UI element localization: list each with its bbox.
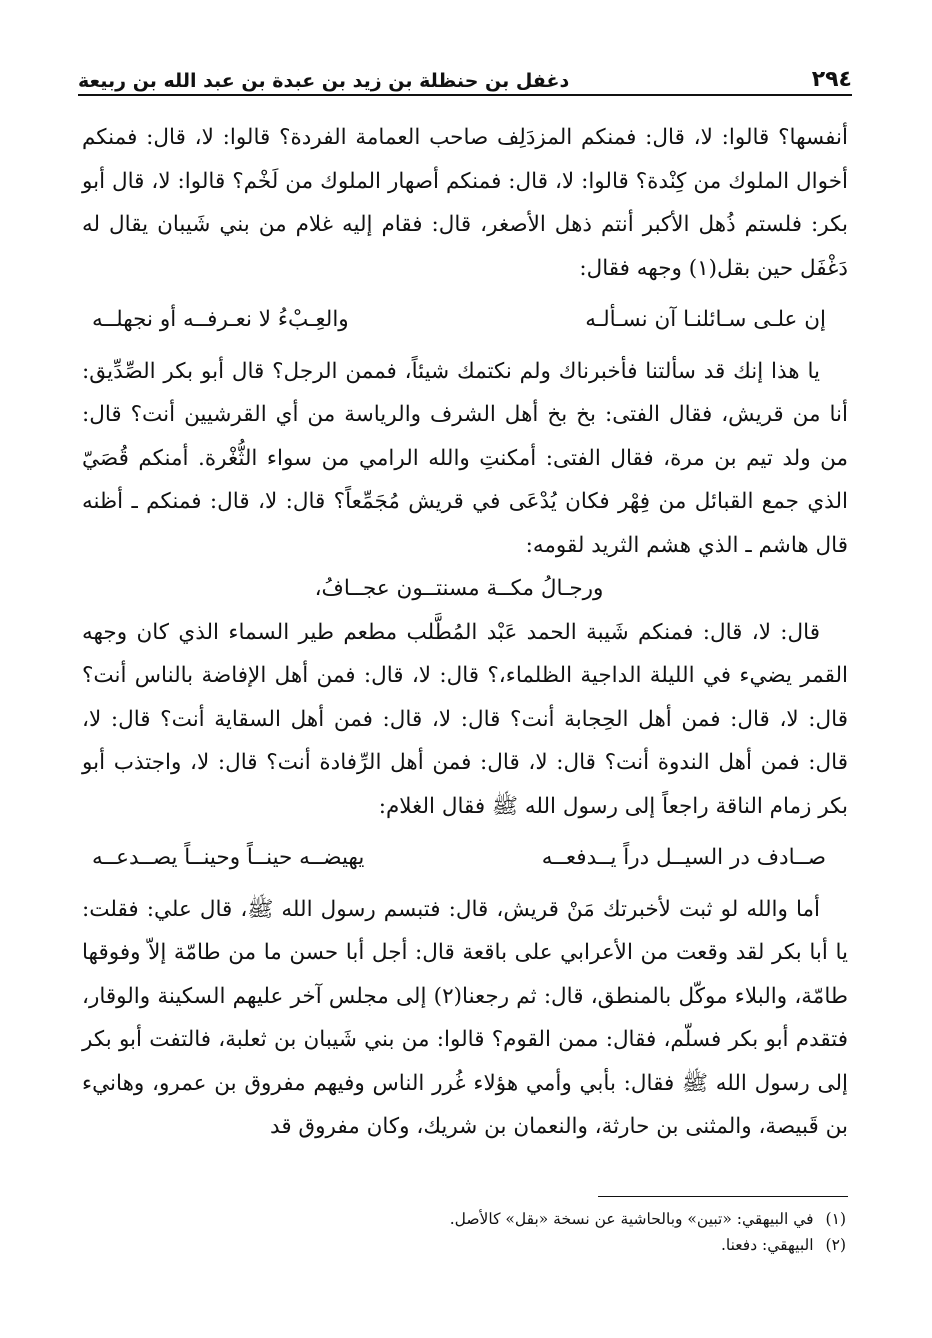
footnotes bbox=[82, 1206, 846, 1258]
verse-line bbox=[82, 298, 848, 342]
verse-line bbox=[82, 836, 848, 880]
footnote-marker: (١) bbox=[825, 1210, 846, 1228]
footnote bbox=[82, 1232, 846, 1258]
paragraph: أنفسها؟ قالوا: لا، قال: فمنكم المزدَلِف صاحب العمامة الفردة؟ قالوا: لا، قال: فمنكم أخوال الملوك من كِنْدة؟ قالوا: لا، قال: فمنكم أصهار الملوك من لَخْم؟ قالوا: لا، قال أبو بكر: فلستم ذُهل الأكبر أنتم ذهل الأصغر، قال: فقام إليه غلام من بني شَيبان يقال له دَغْفَل حين بقل(١) وجهه فقال: bbox=[82, 125, 848, 281]
verse-second-hemistich: يهيضــه حينــاً وحينــاً يصــدعــه bbox=[92, 845, 365, 870]
verse-first-hemistich: صــادف در السيــل دراً يــدفعــه bbox=[541, 845, 826, 870]
paragraph: يا هذا إنك قد سألتنا فأخبرناك ولم نكتمك شيئاً، فممن الرجل؟ قال أبو بكر الصِّدِّيق: أنا من قريش، فقال الفتى: بخ بخ أهل الشرف والرياسة من أي القرشيين أنت؟ قال: من ولد تيم بن مرة، فقال الفتى: أمكنتِ والله الرامي من سواء الثُّغْرة. أمنكم قُصَيّ الذي جمع القبائل من فِهْر فكان يُدْعَى في قريش مُجَمِّعاً؟ قال: لا، قال: فمنكم ـ أظنه قال هاشم ـ الذي هشم الثريد لقومه: bbox=[82, 358, 848, 558]
paragraph: قال: لا، قال: فمنكم شَيبة الحمد عَبْد المُطَّلب مطعم طير السماء الذي كان وجهه القمر يضيء في الليلة الداجية الظلماء،؟ قال: لا، قال: فمن أهل الإفاضة بالناس أنت؟ قال: لا، قال: فمن أهل الحِجابة أنت؟ قال: لا، قال: فمن أهل السقاية أنت؟ قال: لا، قال: فمن أهل الندوة أنت؟ قال: لا، قال: فمن أهل الرِّفادة أنت؟ قال: لا، واجتذب أبو بكر زمام الناقة راجعاً إلى رسول الله ﷺ فقال الغلام: bbox=[82, 619, 848, 819]
verse-line bbox=[82, 567, 848, 611]
verse-first-hemistich: إن علـى سـائلنـا آن نسـألـه bbox=[585, 307, 826, 332]
running-title: دغفل بن حنظلة بن زيد بن عبدة بن عبد الله بن ربيعة bbox=[78, 70, 570, 92]
verse-second-hemistich: والعِـبْءُ لا نعـرفــه أو نجهلــه bbox=[92, 307, 349, 332]
verse-hemistich: ورجـالُ مكــة مسنتــون عجــافُ، bbox=[314, 576, 604, 601]
header-divider bbox=[78, 94, 852, 96]
page-number: ٢٩٤ bbox=[811, 67, 852, 92]
main-text bbox=[82, 116, 848, 1149]
page-header bbox=[78, 58, 852, 92]
footnote-marker: (٢) bbox=[825, 1236, 846, 1254]
footnote-divider bbox=[598, 1196, 848, 1197]
footnote-text: البيهقي: دفعنا. bbox=[720, 1236, 814, 1254]
paragraph: أما والله لو ثبت لأخبرتك مَنْ قريش، قال: فتبسم رسول الله ﷺ، قال علي: فقلت: يا أبا بكر لقد وقعت من الأعرابي على باقعة قال: أجل أبا حسن ما من طامّة إلاّ وفوقها طامّة، والبلاء موكّل بالمنطق، قال: ثم رجعنا(٢) إلى مجلس آخر عليهم السكينة والوقار، فتقدم أبو بكر فسلّم، فقال: ممن القوم؟ قالوا: من بني شَيبان بن ثعلبة، فالتفت أبو بكر إلى رسول الله ﷺ فقال: بأبي وأمي هؤلاء غُرر الناس وفيهم مفروق بن عمرو، وهانيء بن قَبيصة، والمثنى بن حارثة، والنعمان بن شريك، وكان مفروق قد bbox=[82, 896, 848, 1139]
footnote bbox=[82, 1206, 846, 1232]
footnote-text: في البيهقي: «تبين» وبالحاشية عن نسخة «بقل» كالأصل. bbox=[449, 1210, 814, 1228]
